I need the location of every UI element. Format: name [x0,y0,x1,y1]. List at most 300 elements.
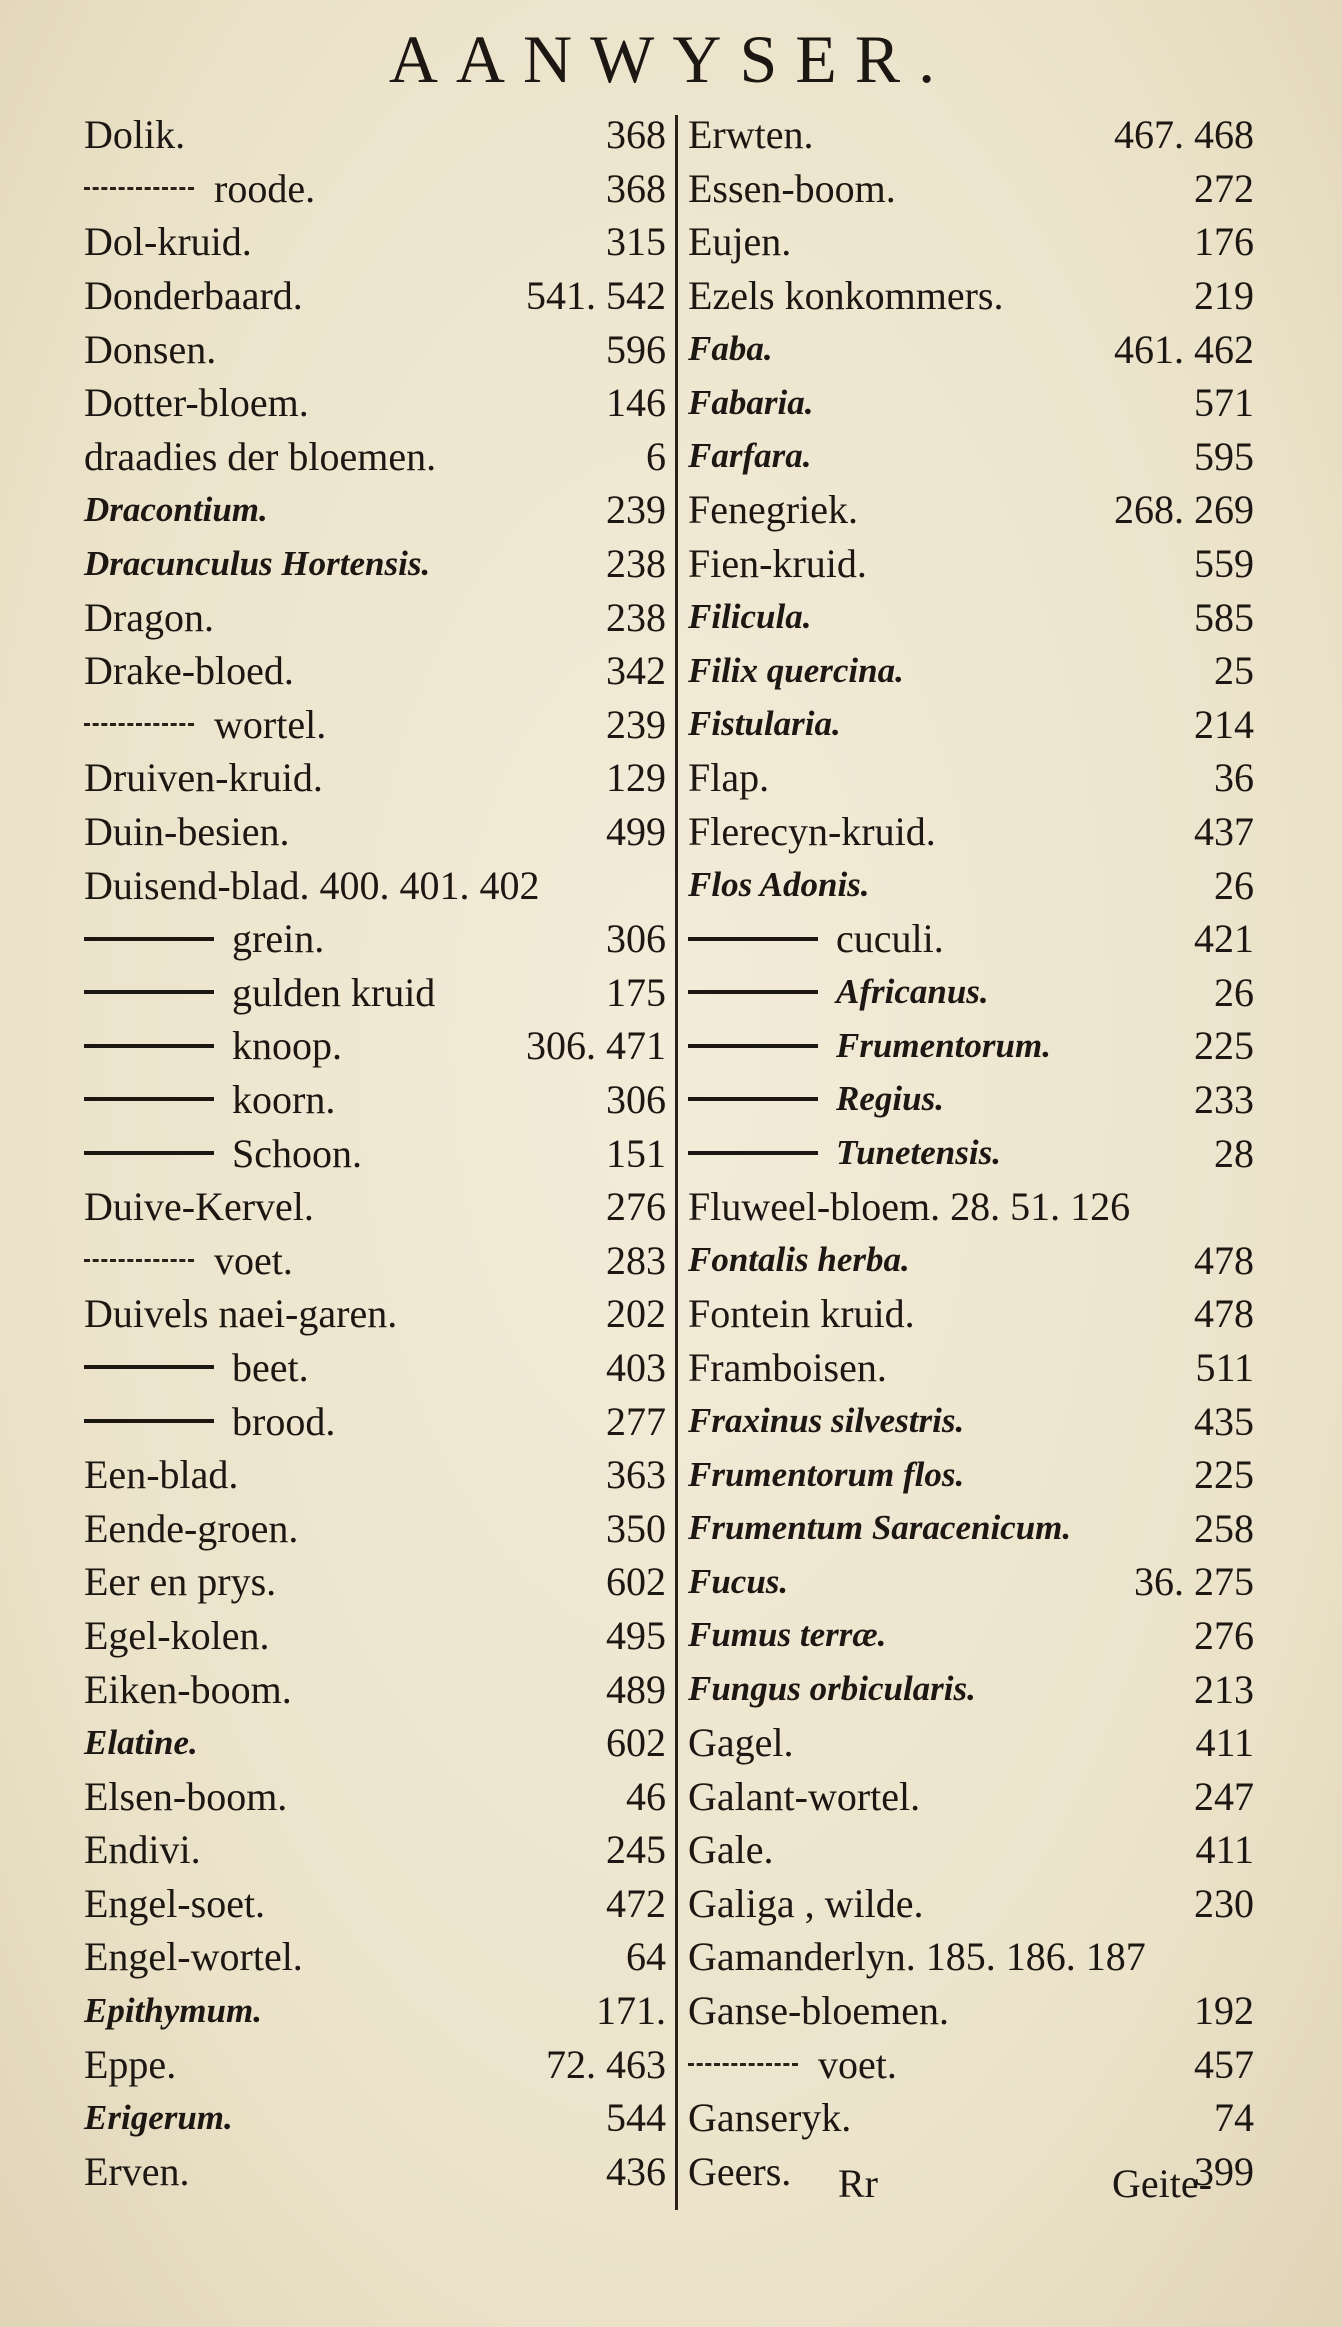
entry-term-text: Ganseryk. [688,2095,852,2141]
entry-page-number: 74 [1214,2095,1254,2141]
entry-term-text: Flerecyn-kruid. [688,809,936,855]
entry-term [688,272,1004,319]
index-entry [84,108,666,162]
entry-term-text: Frumentum Saracenicum. [688,1508,1072,1548]
entry-term-text: beet. [232,1344,309,1390]
entry-term-text: Dracontium. [84,489,268,529]
entry-page-number: 283 [606,1237,666,1283]
entry-page-number: 411 [1195,1827,1254,1873]
index-entry [84,2145,666,2199]
ditto-mark [688,2063,798,2066]
entry-term-text: Duin-besien. [84,809,290,855]
index-entry [688,1930,1254,1984]
page-title: AANWYSER. [388,21,954,97]
entry-term [688,651,904,691]
entry-term [688,540,867,587]
entry-term-text: Frumentorum flos. [688,1454,965,1494]
column-divider [675,115,678,2210]
index-entry [688,1769,1254,1823]
entry-term [688,1455,964,1495]
entry-page-number: 258 [1194,1505,1254,1551]
index-entry [84,1287,666,1341]
index-entry [84,322,666,376]
index-entry [688,1126,1254,1180]
index-entry [84,966,666,1020]
entry-term [84,1880,265,1927]
entry-page-number: 64 [626,1934,666,1980]
index-entry [84,858,666,912]
entry-page-number: 277 [606,1398,666,1444]
entry-term [688,808,936,855]
entry-term [688,1562,788,1602]
entry-term [688,1615,886,1655]
entry-page-number: 272 [1194,165,1254,211]
entry-term [84,594,214,641]
entry-term-text: Eer en prys. [84,1559,277,1605]
entry-term-text: Elatine. [84,1722,198,1762]
index-entry [84,1769,666,1823]
entry-term-text: Fenegriek. [688,487,858,533]
entry-page-number: 585 [1194,594,1254,640]
ditto-mark [84,1259,194,1262]
entry-page-number: 435 [1194,1398,1254,1444]
entry-term [688,1401,964,1441]
index-entry [688,376,1254,430]
entry-term [688,329,773,369]
entry-page-number: 342 [606,648,666,694]
entry-term-text: Gagel. [688,1720,794,1766]
entry-page-number: 46 [626,1773,666,1819]
entry-term-text: Een-blad. [84,1452,239,1498]
entry-term-text: Eppe. [84,2041,177,2087]
entry-page-number: 306 [606,916,666,962]
entry-page-number: 457 [1194,2041,1254,2087]
index-entry [84,805,666,859]
entry-page-number: 129 [606,755,666,801]
entry-term-text: cuculi. [836,916,944,962]
index-entry [688,1019,1254,1073]
entry-term-text: Fontalis herba. [688,1240,910,1280]
index-entry [688,1501,1254,1555]
entry-term [688,704,841,744]
entry-term [688,2094,851,2141]
index-entry [688,858,1254,912]
entry-page-number: 192 [1194,1988,1254,2034]
entry-term-text: Dol-kruid. [84,219,252,265]
index-entry [84,430,666,484]
entry-term [84,701,326,748]
index-entry [84,590,666,644]
entry-page-number: 176 [1194,219,1254,265]
entry-term-text: Schoon. [232,1130,362,1176]
entry-page-number: 247 [1194,1773,1254,1819]
entry-term-text: Frumentorum. [836,1025,1051,1065]
entry-term-text: draadies der bloemen. [84,433,437,479]
entry-term-text: Galiga , wilde. [688,1880,924,1926]
index-entry [84,1609,666,1663]
entry-term [84,754,323,801]
entry-term [84,1773,287,1820]
entry-page-number: 436 [606,2148,666,2194]
entry-term [688,915,944,962]
index-entry [84,1448,666,1502]
entry-page-number: 399 [1194,2148,1254,2194]
entry-page-number: 411 [1195,1720,1254,1766]
index-entry [84,912,666,966]
entry-term [688,1880,924,1927]
index-entry [688,1341,1254,1395]
entry-page-number: 602 [606,1559,666,1605]
index-entry [84,1501,666,1555]
entry-term [688,1933,1146,1980]
ditto-mark [84,1044,214,1048]
entry-page-number: 350 [606,1505,666,1551]
entry-term-text: Duive-Kervel. [84,1184,314,1230]
entry-term [688,1026,1051,1066]
entry-page-number: 472 [606,1880,666,1926]
entry-page-number: 306. 471 [526,1023,666,1069]
entry-term-text: Fabaria. [688,382,814,422]
entry-term-text: Erwten. [688,112,814,158]
entry-page-number: 6 [646,433,666,479]
ditto-mark [84,187,194,190]
entry-term-text: Fluweel-bloem. 28. 51. 126 [688,1184,1131,1230]
entry-page-number: 219 [1194,273,1254,319]
entry-term [84,2098,233,2138]
entry-term [84,433,436,480]
entry-page-number: 213 [1194,1666,1254,1712]
entry-term [688,2041,897,2088]
index-entry [84,1555,666,1609]
ditto-mark [688,990,818,994]
entry-term [84,326,216,373]
entry-term-text: Engel-wortel. [84,1934,303,1980]
entry-term-text: Framboisen. [688,1344,887,1390]
entry-term-text: Filicula. [688,597,812,637]
entry-page-number: 175 [606,969,666,1015]
entry-page-number: 214 [1194,701,1254,747]
index-entry [84,269,666,323]
index-entry [84,162,666,216]
entry-page-number: 239 [606,701,666,747]
entry-term [688,383,813,423]
entry-term [84,490,268,530]
entry-term [84,165,315,212]
index-entry [688,1823,1254,1877]
ditto-mark [688,1151,818,1155]
index-entry [84,1019,666,1073]
entry-term [84,218,252,265]
entry-page-number: 26 [1214,969,1254,1015]
entry-term [84,862,540,909]
entry-page-number: 437 [1194,809,1254,855]
index-entry [688,1073,1254,1127]
entry-term-text: knoop. [232,1023,342,1069]
index-entry [84,1233,666,1287]
entry-term-text: Duisend-blad. 400. 401. 402 [84,862,540,908]
index-entry [688,1180,1254,1234]
index-entry [688,1662,1254,1716]
entry-page-number: 478 [1194,1237,1254,1283]
entry-page-number: 36. 275 [1134,1559,1254,1605]
entry-term [688,486,858,533]
entry-page-number: 36 [1214,755,1254,801]
entry-page-number: 233 [1194,1076,1254,1122]
ditto-mark [84,723,194,726]
entry-term-text: Essen-boom. [688,165,896,211]
entry-page-number: 72. 463 [546,2041,666,2087]
left-column [84,108,666,2198]
index-entry [688,2037,1254,2091]
entry-term [688,111,814,158]
entry-page-number: 363 [606,1452,666,1498]
entry-term-text: Duivels naei-garen. [84,1291,398,1337]
entry-term-text: Endivi. [84,1827,201,1873]
entry-page-number: 28 [1214,1130,1254,1176]
entry-term-text: Fucus. [688,1561,789,1601]
index-entry [688,1287,1254,1341]
entry-term-text: Flap. [688,755,770,801]
entry-term-text: Gamanderlyn. 185. 186. 187 [688,1934,1146,1980]
entry-term-text: Engel-soet. [84,1880,266,1926]
index-entry [84,2091,666,2145]
entry-page-number: 239 [606,487,666,533]
entry-term-text: Ezels konkommers. [688,273,1004,319]
entry-page-number: 421 [1194,916,1254,962]
entry-page-number: 238 [606,594,666,640]
index-entry [688,269,1254,323]
entry-term-text: Egel-kolen. [84,1612,270,1658]
index-entry [84,1341,666,1395]
index-entry [84,376,666,430]
index-entry [688,1877,1254,1931]
index-entry [688,430,1254,484]
entry-term-text: Eiken-boom. [84,1666,292,1712]
entry-term [688,436,812,476]
index-entry [688,590,1254,644]
entry-term [84,1826,201,1873]
index-entry [84,1126,666,1180]
index-entry [688,1609,1254,1663]
entry-term [688,972,989,1012]
index-entry [84,1984,666,2038]
entry-page-number: 478 [1194,1291,1254,1337]
entry-term [688,2148,791,2195]
entry-term [84,272,303,319]
entry-term [84,808,290,855]
entry-term-text: Fontein kruid. [688,1291,915,1337]
index-entry [688,215,1254,269]
index-entry [688,751,1254,805]
entry-term [688,1183,1130,1230]
entry-page-number: 596 [606,326,666,372]
entry-page-number: 461. 462 [1114,326,1254,372]
entry-term [84,969,435,1016]
entry-page-number: 544 [606,2095,666,2141]
index-entry [688,1394,1254,1448]
entry-page-number: 202 [606,1291,666,1337]
entry-page-number: 268. 269 [1114,487,1254,533]
entry-page-number: 245 [606,1827,666,1873]
index-entry [84,1823,666,1877]
index-entry [688,322,1254,376]
ditto-mark [688,1097,818,1101]
entry-term [84,2041,176,2088]
entry-term-text: Gale. [688,1827,774,1873]
entry-term [84,1183,314,1230]
entry-term [688,1773,920,1820]
entry-term-text: Eujen. [688,219,792,265]
entry-term [84,1451,238,1498]
entry-term [688,1344,887,1391]
entry-term-text: Fraxinus silvestris. [688,1401,965,1441]
entry-term [688,597,812,637]
ditto-mark [84,1419,214,1423]
signature-mark: Rr [838,2161,878,2206]
entry-page-number: 368 [606,165,666,211]
entry-term [688,1240,910,1280]
entry-term-text: Fumus terræ. [688,1615,887,1655]
entry-page-number: 571 [1194,380,1254,426]
entry-term [84,1723,198,1763]
entry-page-number: 602 [606,1720,666,1766]
entry-term-text: Epithymum. [84,1990,262,2030]
entry-page-number: 495 [606,1612,666,1658]
entry-term [84,544,430,584]
entry-page-number: 151 [606,1130,666,1176]
ditto-mark [84,990,214,994]
entry-term [688,1719,794,1766]
index-entry [84,1180,666,1234]
index-entry [84,1716,666,1770]
entry-term-text: Dragon. [84,594,214,640]
entry-term [688,1133,1001,1173]
index-entry [84,751,666,805]
entry-term [84,915,324,962]
entry-term-text: Filix quercina. [688,650,904,690]
entry-page-number: 276 [1194,1612,1254,1658]
ditto-mark [688,1044,818,1048]
entry-term-text: Flos Adonis. [688,865,870,905]
entry-term-text: Donderbaard. [84,273,303,319]
entry-term-text: voet. [214,1237,293,1283]
entry-term [688,754,769,801]
entry-page-number: 306 [606,1076,666,1122]
entry-term-text: Donsen. [84,326,217,372]
entry-term-text: Fungus orbicularis. [688,1669,976,1709]
entry-term [84,1022,342,1069]
entry-page-number: 499 [606,809,666,855]
entry-term [84,1130,362,1177]
entry-term [688,1826,774,1873]
index-entry [688,698,1254,752]
entry-term-text: Regius. [836,1079,944,1119]
index-entry [84,644,666,698]
entry-term [84,1290,397,1337]
index-entry [84,1930,666,1984]
entry-term-text: Dotter-bloem. [84,380,309,426]
ditto-mark [84,1151,214,1155]
entry-page-number: 489 [606,1666,666,1712]
index-entry [688,537,1254,591]
right-column [688,108,1254,2198]
entry-page-number: 276 [606,1184,666,1230]
entry-page-number: 225 [1194,1452,1254,1498]
entry-term [84,1237,293,1284]
entry-page-number: 225 [1194,1023,1254,1069]
entry-term-text: Dolik. [84,112,186,158]
index-entry [688,483,1254,537]
entry-term-text: Farfara. [688,436,812,476]
entry-term [688,1669,976,1709]
entry-term [688,165,896,212]
entry-term [688,1290,915,1337]
index-entry [84,215,666,269]
entry-page-number: 315 [606,219,666,265]
entry-term [84,1991,262,2031]
index-entry [84,483,666,537]
entry-term-text: Drake-bloed. [84,648,294,694]
entry-term [84,1558,276,1605]
entry-term [688,218,791,265]
entry-term [84,1666,292,1713]
index-entry [84,2037,666,2091]
entry-term [688,1987,949,2034]
entry-term [84,647,294,694]
index-entry [688,162,1254,216]
entry-term-text: Elsen-boom. [84,1773,288,1819]
index-entry [688,1984,1254,2038]
entry-term [84,1076,335,1123]
entry-term-text: Druiven-kruid. [84,755,323,801]
entry-page-number: 368 [606,112,666,158]
entry-term-text: Ganse-bloemen. [688,1988,950,2034]
entry-page-number: 595 [1194,433,1254,479]
ditto-mark [84,937,214,941]
entry-term [84,1505,298,1552]
entry-term-text: roode. [214,165,316,211]
entry-term-text: gulden kruid [232,969,436,1015]
entry-term-text: Erigerum. [84,2097,233,2137]
entry-page-number: 559 [1194,541,1254,587]
entry-term [688,1508,1071,1548]
index-entry [688,1555,1254,1609]
entry-term-text: Tunetensis. [836,1133,1001,1173]
entry-term [84,2148,190,2195]
entry-page-number: 511 [1195,1344,1254,1390]
entry-page-number: 403 [606,1344,666,1390]
entry-term-text: Fistularia. [688,704,841,744]
entry-page-number: 541. 542 [526,273,666,319]
index-entry [84,1662,666,1716]
entry-term [84,1398,335,1445]
ditto-mark [84,1097,214,1101]
entry-term [84,379,309,426]
index-entry [688,1448,1254,1502]
index-entry [688,912,1254,966]
entry-term-text: grein. [232,916,325,962]
entry-page-number: 171. [596,1988,666,2034]
entry-term-text: koorn. [232,1076,336,1122]
entry-term-text: Eende-groen. [84,1505,299,1551]
entry-page-number: 230 [1194,1880,1254,1926]
index-entry [688,805,1254,859]
index-entry [688,1233,1254,1287]
entry-term-text: Erven. [84,2148,190,2194]
catchword: Geite- [1112,2161,1212,2206]
entry-term [688,1079,944,1119]
entry-term-text: Africanus. [836,972,989,1012]
